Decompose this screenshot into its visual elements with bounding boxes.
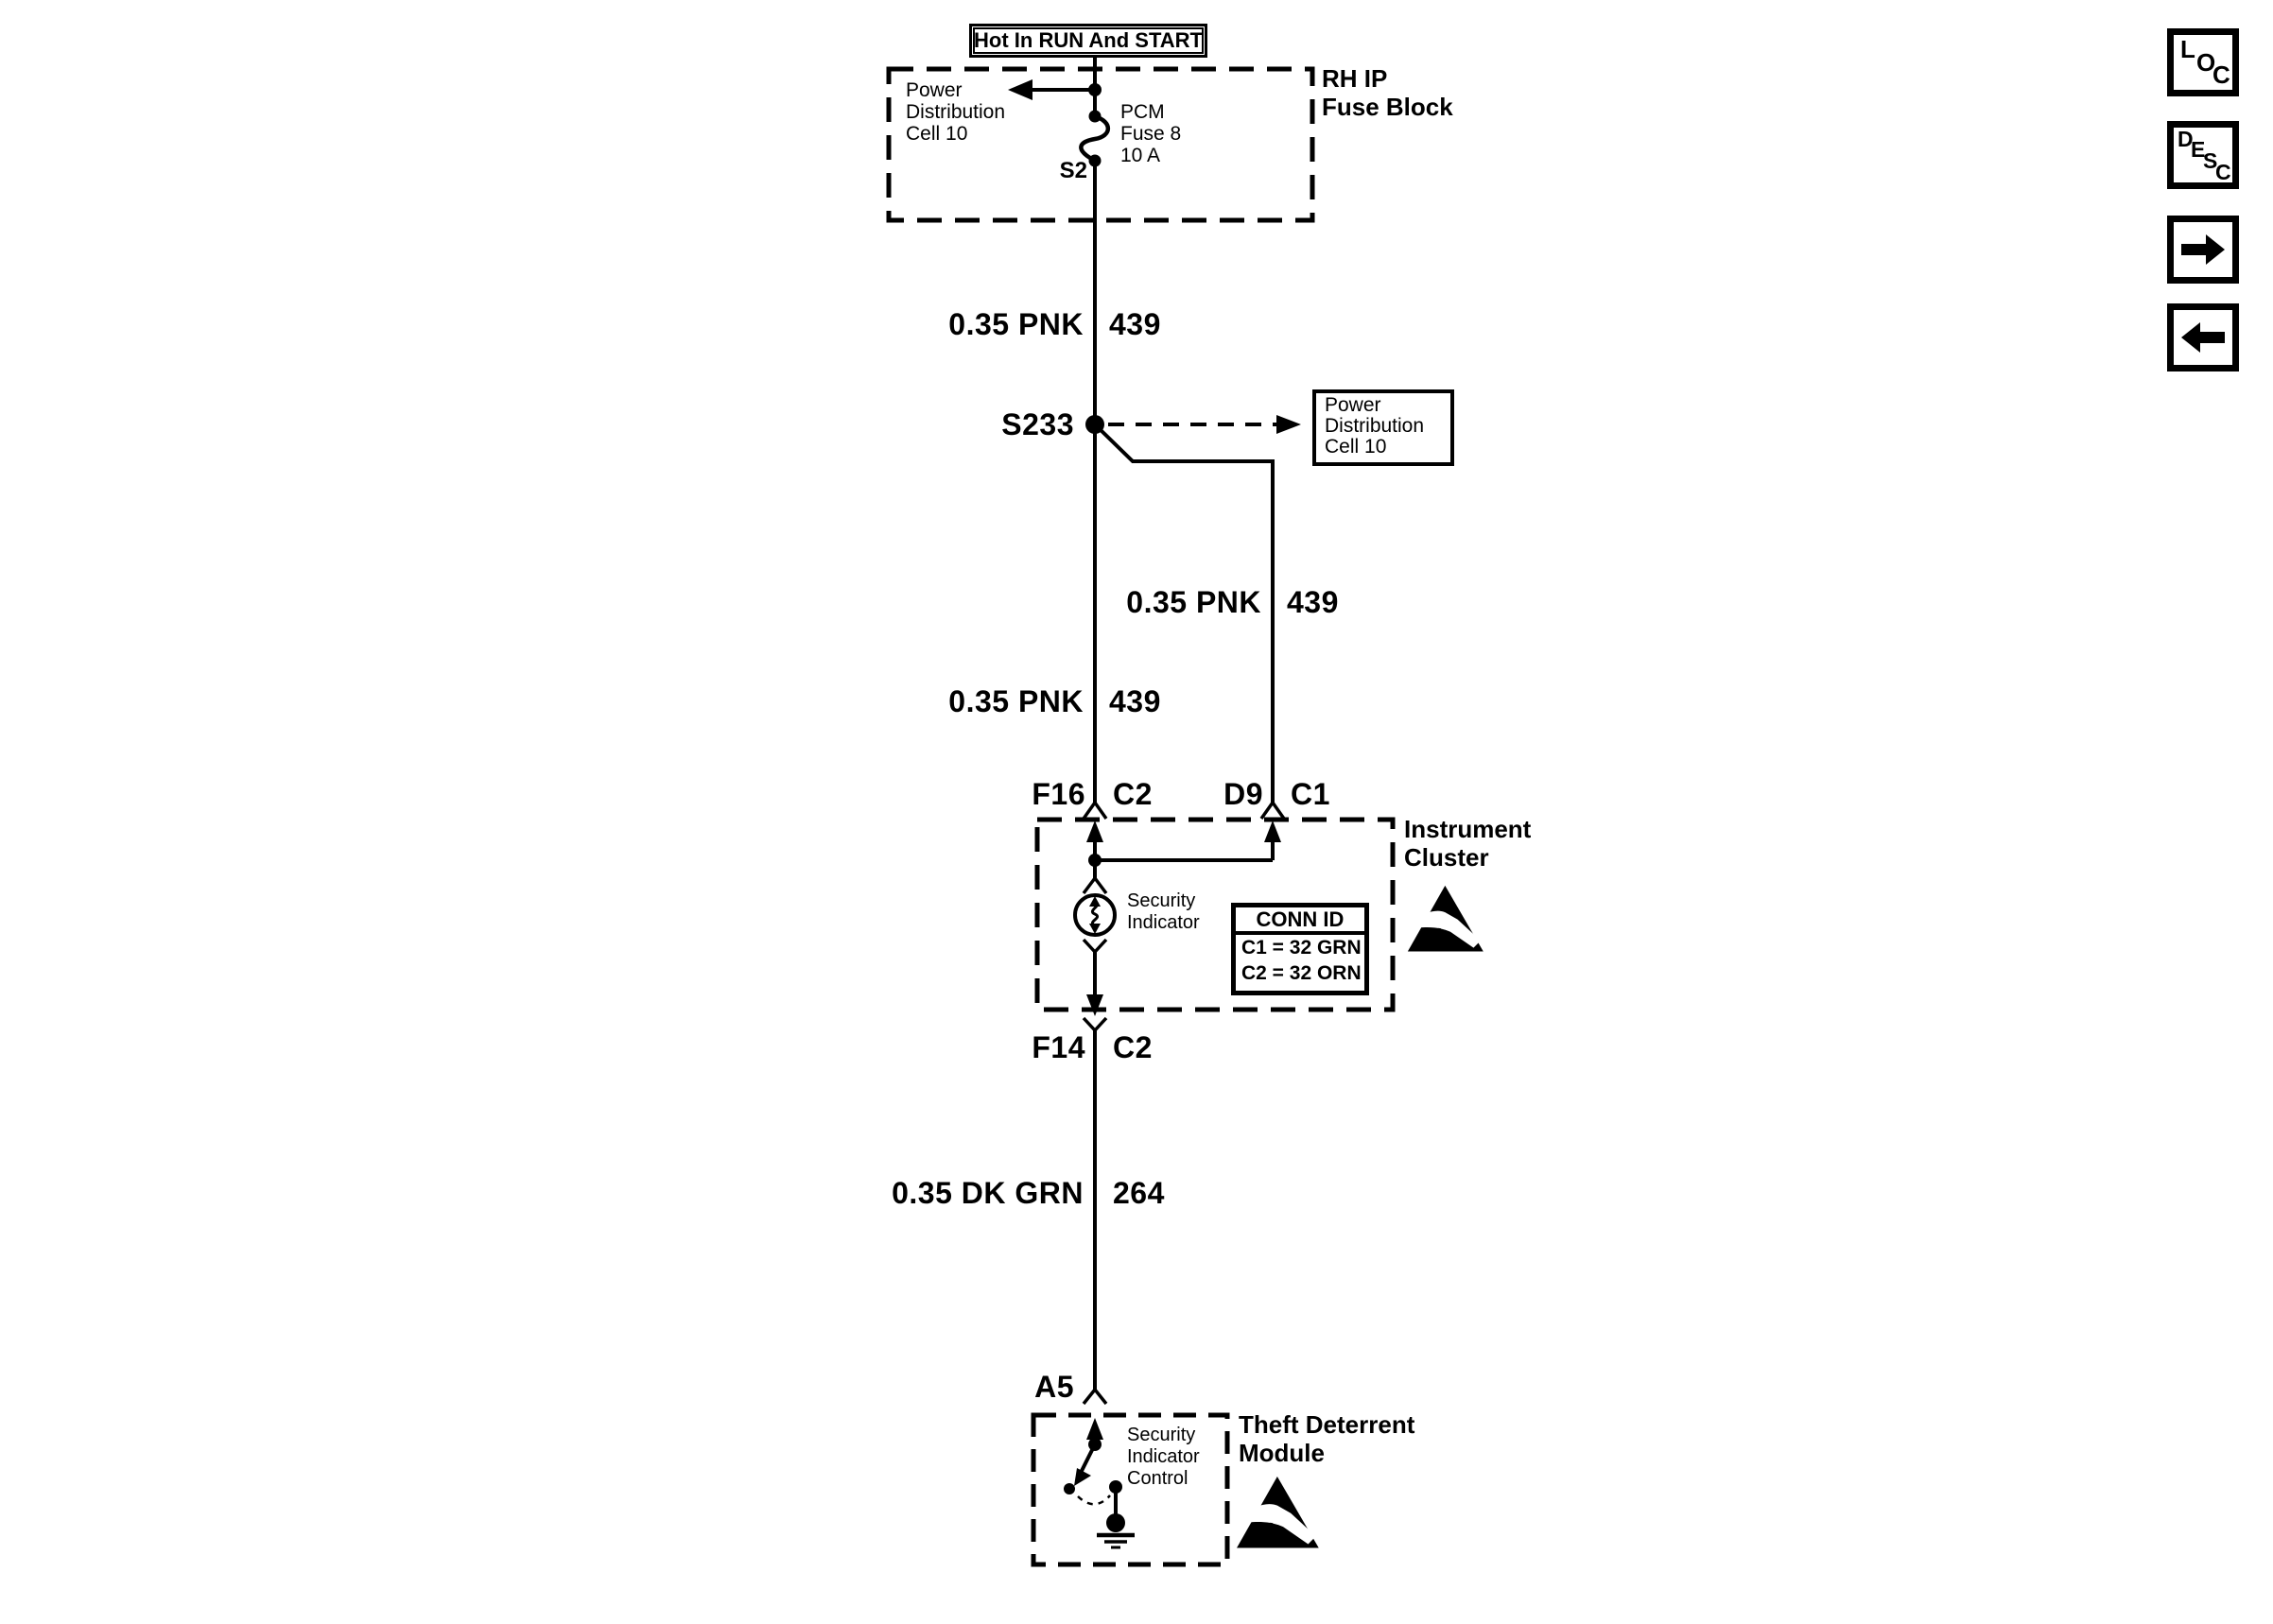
- fuse-tap-junction-dot: [1088, 83, 1102, 96]
- right-arrow-icon: [2181, 234, 2225, 265]
- next-page-button[interactable]: [2167, 216, 2239, 284]
- lamp-inline-connector-top: [1084, 878, 1106, 893]
- power-feed-box: [969, 24, 1207, 58]
- splice-ref-arrowhead: [1276, 415, 1301, 434]
- lamp-inline-connector-bottom: [1084, 940, 1106, 952]
- switch-contact-left-dot: [1064, 1483, 1075, 1494]
- cluster-junction-dot: [1088, 854, 1102, 867]
- cluster-right-entry-arrowhead: [1264, 821, 1281, 842]
- pin-a5-label: A5: [1034, 1370, 1074, 1404]
- pin-f16-label: F16: [1032, 777, 1085, 811]
- pin-d9-label: D9: [1223, 777, 1263, 811]
- theft-module-title: Theft Deterrent Module: [1239, 1410, 1415, 1467]
- switch-pivot-dot: [1088, 1438, 1102, 1451]
- loc-button[interactable]: L O C: [2167, 28, 2239, 96]
- switch-contact-right-dot: [1109, 1480, 1122, 1494]
- left-arrow-icon: [2181, 322, 2225, 353]
- wire-spec-dk-grn: 0.35 DK GRN: [892, 1176, 1084, 1210]
- connector-chevron-d9: [1261, 803, 1284, 819]
- wire-spec-pnk-lower: 0.35 PNK: [948, 684, 1084, 718]
- connector-chevron-f14: [1084, 1018, 1106, 1030]
- conn-id-header: CONN ID: [1236, 907, 1364, 935]
- ref-box-line: Cell 10: [1325, 436, 1387, 458]
- power-feed-label: Hot In RUN And START: [974, 28, 1203, 52]
- module-entry-arrowhead: [1086, 1418, 1103, 1440]
- splice-s233-dot: [1085, 415, 1104, 434]
- switch-actuate-arc: [1078, 1495, 1110, 1504]
- conn-id-table: [1231, 903, 1369, 995]
- splice-s233-label: S233: [1001, 407, 1074, 441]
- fuse-bottom-dot: [1089, 155, 1102, 167]
- connector-c2-bottom-label: C2: [1113, 1030, 1153, 1064]
- instrument-cluster-title: Instrument Cluster: [1404, 815, 1532, 872]
- security-indicator-label: Security Indicator: [1127, 890, 1200, 933]
- splice-power-distribution-ref-box: [1312, 389, 1454, 466]
- previous-page-button[interactable]: [2167, 303, 2239, 371]
- cluster-left-entry-arrowhead: [1086, 821, 1103, 842]
- cluster-exit-arrowhead: [1086, 994, 1103, 1016]
- connector-chevron-f16: [1084, 803, 1106, 819]
- conn-id-row-c1: C1 = 32 GRN: [1241, 937, 1362, 959]
- esd-icon-instrument-cluster: [1408, 886, 1484, 952]
- pin-f14-label: F14: [1032, 1030, 1085, 1064]
- esd-icon-theft-module: [1237, 1477, 1319, 1547]
- security-indicator-lamp-icon: [1075, 895, 1115, 935]
- power-dist-arrowhead: [1008, 79, 1032, 100]
- ground-icon: [1097, 1513, 1135, 1547]
- security-indicator-control-label: Security Indicator Control: [1127, 1425, 1200, 1489]
- fuse-block-title: RH IP Fuse Block: [1322, 64, 1453, 121]
- wire-circuit-pnk-branch: 439: [1287, 585, 1339, 619]
- wire-circuit-pnk-upper: 439: [1109, 307, 1161, 341]
- wire-circuit-dk-grn: 264: [1113, 1176, 1165, 1210]
- desc-button[interactable]: D E S C: [2167, 121, 2239, 189]
- connector-c1-label: C1: [1291, 777, 1330, 811]
- conn-id-row-c2: C2 = 32 ORN: [1241, 962, 1362, 984]
- fuse-terminal-s2-label: S2: [1059, 158, 1087, 183]
- pcm-fuse-label: PCM Fuse 8 10 A: [1120, 101, 1182, 166]
- fuse-top-dot: [1089, 111, 1102, 123]
- fuse-block-power-distribution-label: Power Distribution Cell 10: [906, 79, 1006, 145]
- wire-spec-pnk-branch: 0.35 PNK: [1126, 585, 1261, 619]
- fuse-element-curve: [1081, 116, 1108, 161]
- ref-box-line: Power: [1325, 394, 1381, 416]
- wire-circuit-pnk-lower: 439: [1109, 684, 1161, 718]
- wire-spec-pnk-upper: 0.35 PNK: [948, 307, 1084, 341]
- ref-box-line: Distribution: [1325, 415, 1425, 437]
- connector-c2-label: C2: [1113, 777, 1153, 811]
- connector-chevron-a5: [1084, 1390, 1106, 1404]
